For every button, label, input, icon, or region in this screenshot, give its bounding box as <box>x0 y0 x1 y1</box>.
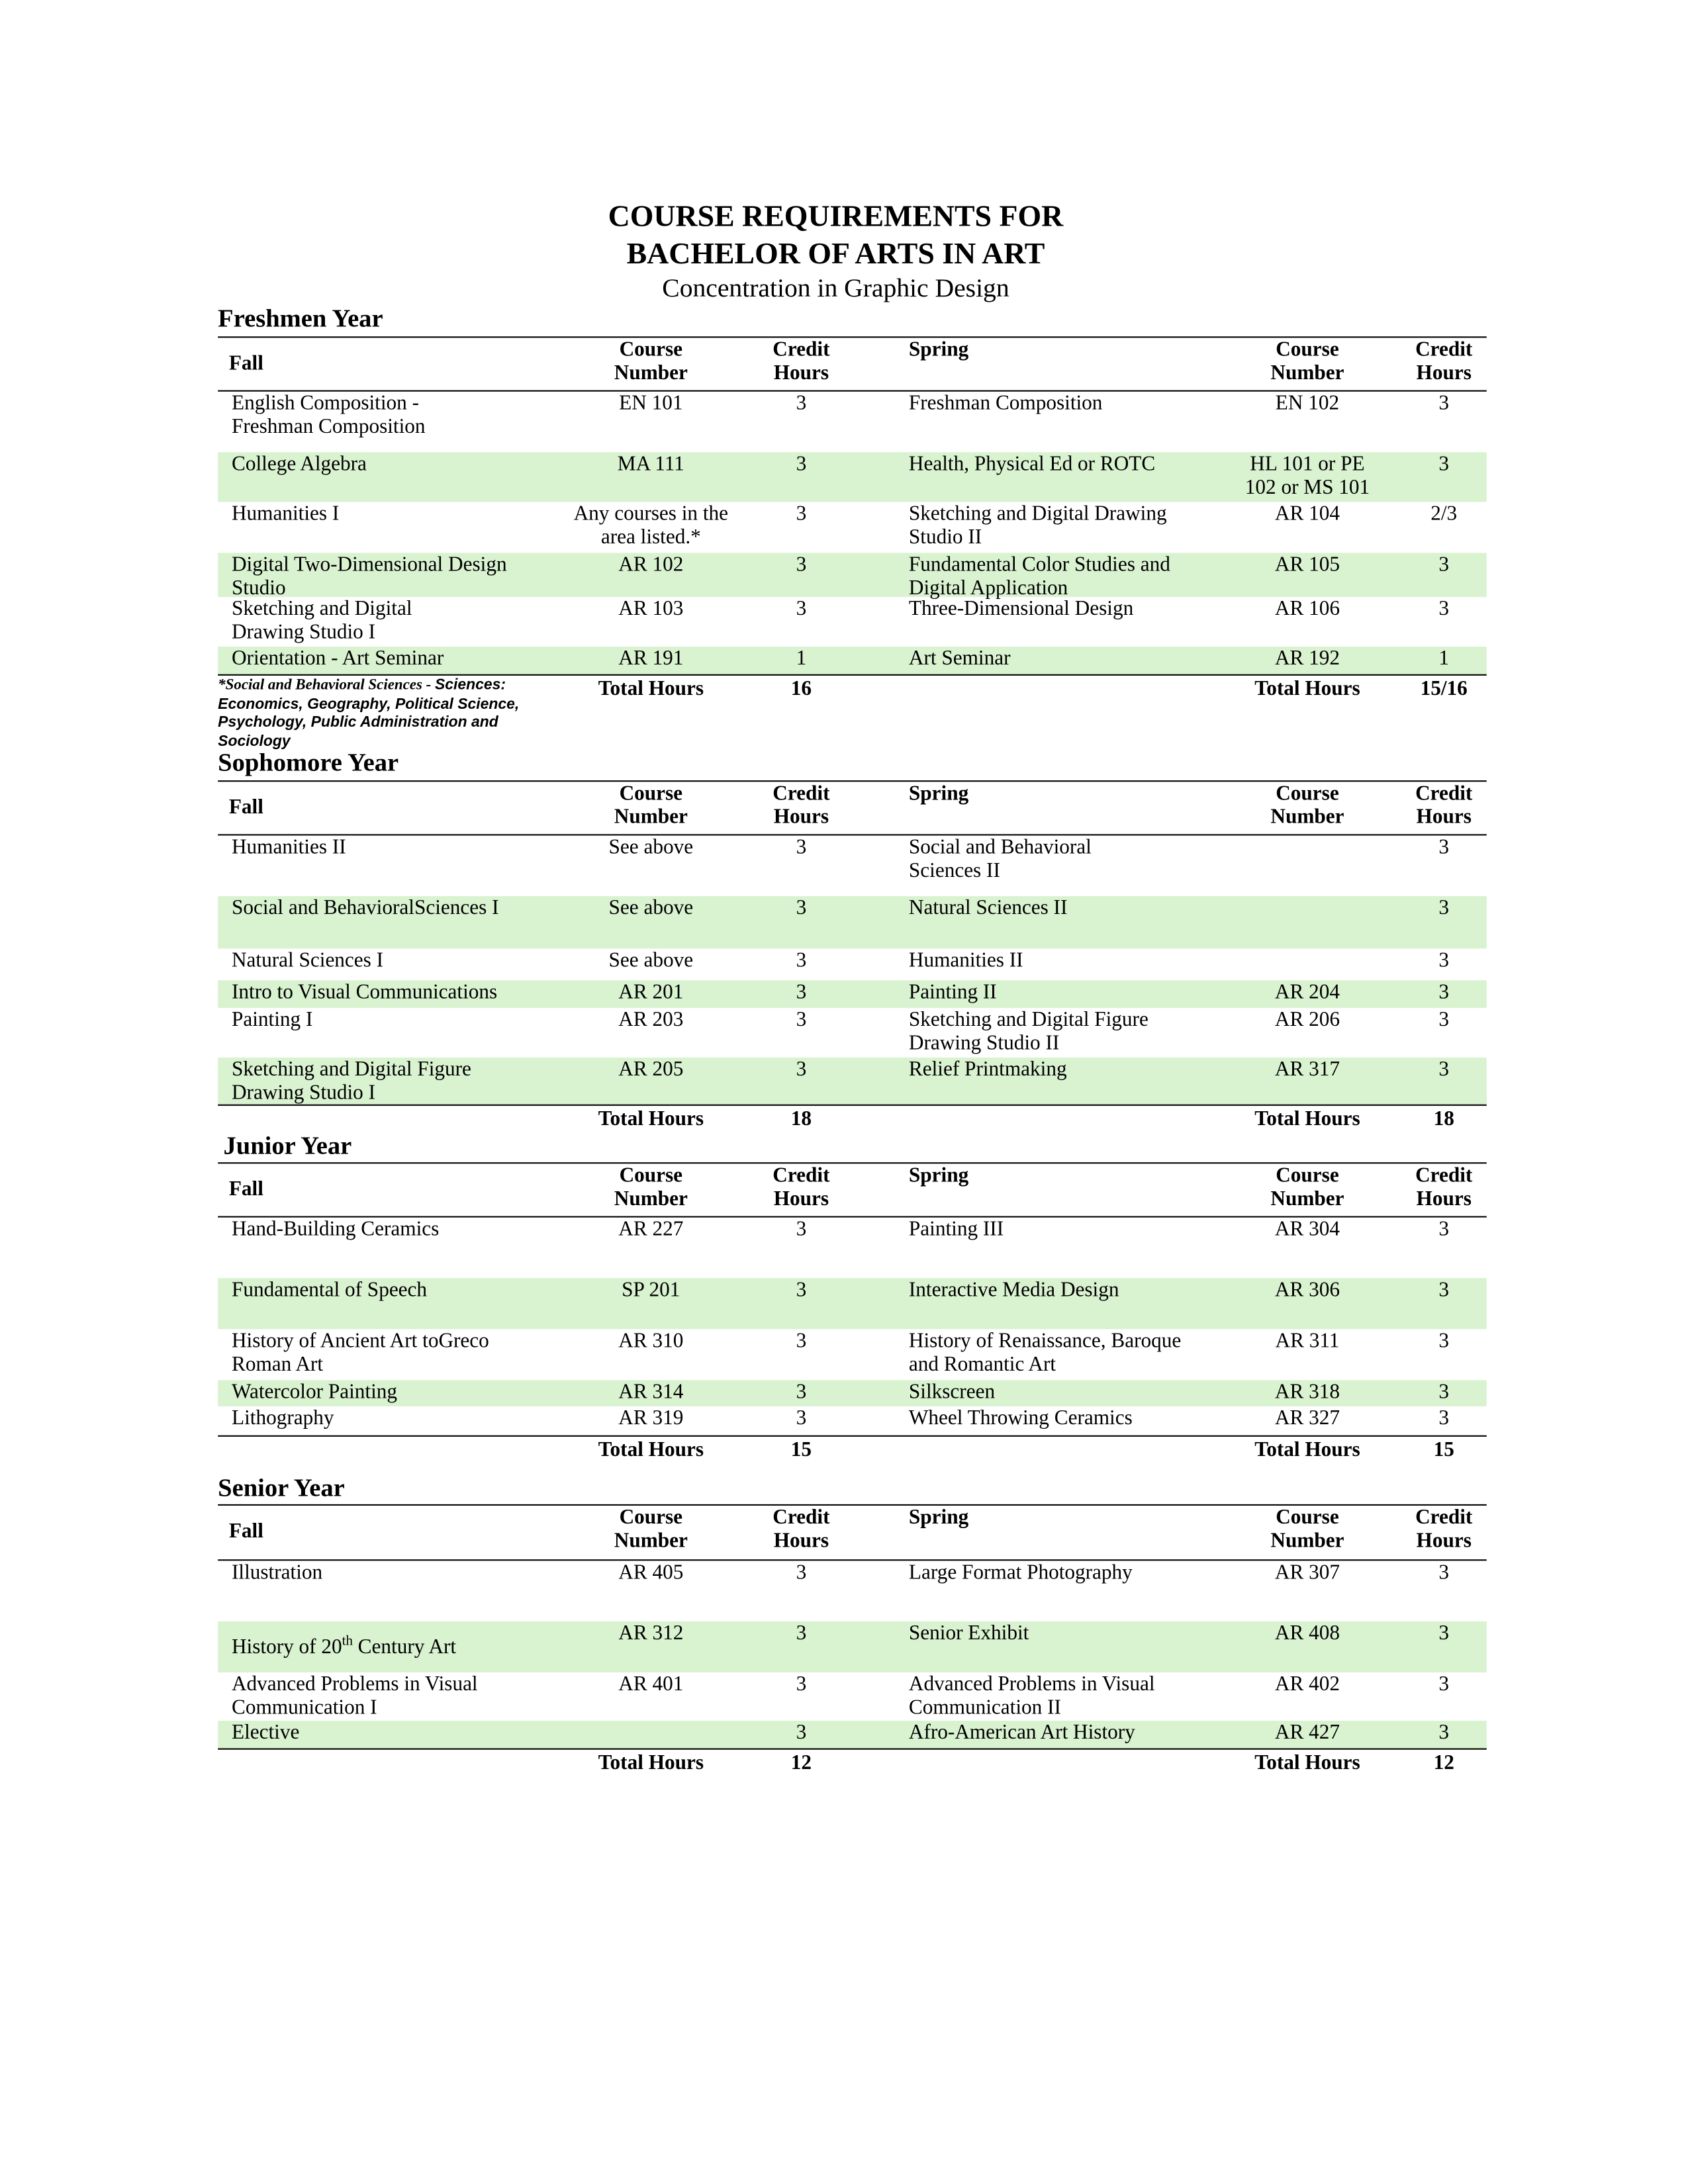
spring-course-name: Natural Sciences II <box>908 897 1068 920</box>
spring-total-value: 15 <box>1433 1439 1454 1462</box>
fall-header: Fall <box>228 797 263 819</box>
spring-course-name: Senior Exhibit <box>908 1623 1029 1645</box>
spring-course-name: Freshman Composition <box>908 392 1103 416</box>
title-line-2: BACHELOR OF ARTS IN ART <box>626 236 1045 271</box>
fall-course-name: Social and BehavioralSciences I <box>231 897 499 920</box>
fall-credit-hours: 3 <box>796 392 807 416</box>
spring-course-name: Art Seminar <box>908 648 1011 670</box>
table-row <box>218 1218 1487 1279</box>
spring-credit-hours: 3 <box>1438 1330 1450 1353</box>
spring-credit-hours: 3 <box>1438 1058 1450 1081</box>
spring-course-name: Fundamental Color Studies and Digital Application <box>908 554 1170 600</box>
title-line-1: COURSE REQUIREMENTS FOR <box>608 198 1064 234</box>
spring-course-name: Sketching and Digital Figure Drawing Studio II <box>908 1009 1149 1055</box>
table-row <box>218 1672 1487 1721</box>
spring-course-number: AR 408 <box>1274 1623 1340 1645</box>
course-number-header: Course Number <box>614 1165 688 1211</box>
fall-course-name: Watercolor Painting <box>231 1381 398 1404</box>
spring-course-number: AR 327 <box>1274 1408 1340 1430</box>
table-row <box>218 980 1487 1008</box>
fall-course-name: Sketching and Digital Drawing Studio I <box>231 598 412 644</box>
fall-total-label: Total Hours <box>598 678 704 701</box>
spring-total-value: 12 <box>1433 1752 1454 1775</box>
table-header <box>218 1162 1487 1217</box>
spring-course-number: EN 102 <box>1275 392 1340 416</box>
fall-credit-hours: 3 <box>796 1381 807 1404</box>
fall-course-name: Digital Two-Dimensional Design Studio <box>231 554 507 600</box>
spring-credit-hours: 3 <box>1438 981 1450 1004</box>
credit-hours-header: Credit Hours <box>773 783 830 829</box>
fall-course-name-part: History of 20 <box>231 1636 342 1659</box>
spring-credit-hours: 2/3 <box>1430 503 1458 525</box>
table-row <box>218 1621 1487 1672</box>
table-row <box>218 1721 1487 1750</box>
spring-header: Spring <box>908 1165 969 1187</box>
spring-course-name: Wheel Throwing Ceramics <box>908 1408 1133 1430</box>
fall-credit-hours: 3 <box>796 837 807 859</box>
spring-credit-hours: 3 <box>1438 1722 1450 1745</box>
fall-course-name: Illustration <box>231 1562 323 1584</box>
spring-course-number: AR 402 <box>1274 1674 1340 1696</box>
fall-credit-hours: 3 <box>796 1279 807 1302</box>
spring-course-number: AR 204 <box>1274 981 1340 1004</box>
spring-course-name: Social and Behavioral Sciences II <box>908 837 1092 883</box>
fall-header: Fall <box>228 1520 263 1543</box>
spring-course-number: AR 317 <box>1274 1058 1340 1081</box>
table-row <box>218 1058 1487 1106</box>
course-number-header: Course Number <box>614 1507 688 1553</box>
fall-total-value: 12 <box>790 1752 812 1775</box>
year-table <box>218 1504 1487 1783</box>
credit-hours-header: Credit Hours <box>1415 783 1473 829</box>
spring-total-label: Total Hours <box>1254 678 1360 701</box>
spring-total-value: 18 <box>1433 1108 1454 1131</box>
table-header <box>218 336 1487 391</box>
table-header <box>218 1504 1487 1561</box>
table-row <box>218 1561 1487 1621</box>
spring-course-name: Interactive Media Design <box>908 1279 1119 1302</box>
fall-course-number: See above <box>608 897 694 920</box>
year-heading: Sophomore Year <box>218 750 399 778</box>
spring-credit-hours: 3 <box>1438 598 1450 621</box>
subtitle: Concentration in Graphic Design <box>662 274 1009 304</box>
spring-credit-hours: 3 <box>1438 1674 1450 1696</box>
spring-course-name: History of Renaissance, Baroque and Romantic Art <box>908 1330 1182 1377</box>
fall-course-number: MA 111 <box>617 453 684 476</box>
fall-course-number: AR 103 <box>618 598 684 621</box>
spring-credit-hours: 3 <box>1438 1562 1450 1584</box>
spring-credit-hours: 3 <box>1438 453 1450 476</box>
credit-hours-header: Credit Hours <box>1415 339 1473 385</box>
fall-credit-hours: 3 <box>796 1562 807 1584</box>
fall-course-name: Hand-Building Ceramics <box>231 1218 440 1241</box>
table-row <box>218 1008 1487 1058</box>
total-row <box>218 1106 1487 1135</box>
spring-header: Spring <box>908 339 969 361</box>
spring-course-number: AR 106 <box>1274 598 1340 621</box>
fall-course-name: College Algebra <box>231 453 367 476</box>
fall-credit-hours: 3 <box>796 1674 807 1696</box>
spring-course-name: Sketching and Digital Drawing Studio II <box>908 503 1167 549</box>
year-heading: Freshmen Year <box>218 306 383 334</box>
total-row <box>218 676 1487 750</box>
spring-credit-hours: 3 <box>1438 897 1450 920</box>
fall-credit-hours: 3 <box>796 897 807 920</box>
total-row <box>218 1750 1487 1783</box>
spring-course-name: Relief Printmaking <box>908 1058 1067 1081</box>
year-heading: Senior Year <box>218 1475 345 1503</box>
spring-credit-hours: 3 <box>1438 1009 1450 1032</box>
fall-total-value: 15 <box>790 1439 812 1462</box>
fall-course-name: Painting I <box>231 1009 313 1032</box>
year-table <box>218 780 1487 1134</box>
spring-credit-hours: 3 <box>1438 1381 1450 1404</box>
course-number-header: Course Number <box>614 783 688 829</box>
credit-hours-header: Credit Hours <box>773 339 830 385</box>
footnote <box>218 677 542 751</box>
fall-course-number: AR 201 <box>618 981 684 1004</box>
fall-course-number: EN 101 <box>619 392 683 416</box>
year-table <box>218 336 1487 750</box>
spring-course-name: Humanities II <box>908 950 1023 972</box>
fall-course-number: AR 405 <box>618 1562 684 1584</box>
fall-course-name: Fundamental of Speech <box>231 1279 428 1302</box>
table-row <box>218 553 1487 600</box>
spring-total-label: Total Hours <box>1254 1439 1360 1462</box>
table-row <box>218 452 1487 502</box>
fall-credit-hours: 3 <box>796 1058 807 1081</box>
spring-course-name: Advanced Problems in Visual Communication II <box>908 1674 1155 1719</box>
spring-credit-hours: 3 <box>1438 392 1450 416</box>
spring-course-number: HL 101 or PE 102 or MS 101 <box>1244 453 1370 500</box>
fall-header: Fall <box>228 353 263 375</box>
fall-course-number: AR 191 <box>618 648 684 670</box>
fall-course-number: AR 319 <box>618 1408 684 1430</box>
fall-credit-hours: 3 <box>796 981 807 1004</box>
spring-total-label: Total Hours <box>1254 1108 1360 1131</box>
fall-course-number: AR 314 <box>618 1381 684 1404</box>
table-row <box>218 647 1487 676</box>
spring-course-number: AR 307 <box>1274 1562 1340 1584</box>
fall-credit-hours: 3 <box>796 1623 807 1645</box>
spring-course-number: AR 427 <box>1274 1722 1340 1745</box>
fall-credit-hours: 3 <box>796 1330 807 1353</box>
fall-course-name: History of Ancient Art toGreco Roman Art <box>231 1330 489 1377</box>
fall-course-name: English Composition - Freshman Composition <box>231 392 426 439</box>
credit-hours-header: Credit Hours <box>1415 1507 1473 1553</box>
fall-credit-hours: 3 <box>796 950 807 972</box>
spring-course-number: AR 104 <box>1274 503 1340 525</box>
fall-course-name: Lithography <box>231 1408 334 1430</box>
spring-course-number: AR 306 <box>1274 1279 1340 1302</box>
course-number-header: Course Number <box>1270 339 1344 385</box>
course-number-header: Course Number <box>1270 1165 1344 1211</box>
footnote-text: Sciences: Economics, Geography, Political Science, Psychology, Public Administration and Sociology <box>218 676 520 750</box>
spring-course-number: AR 206 <box>1274 1009 1340 1032</box>
fall-credit-hours: 3 <box>796 1218 807 1241</box>
spring-course-number: AR 304 <box>1274 1218 1340 1241</box>
table-row <box>218 1406 1487 1437</box>
fall-course-number: See above <box>608 950 694 972</box>
fall-credit-hours: 3 <box>796 453 807 476</box>
spring-total-label: Total Hours <box>1254 1752 1360 1775</box>
table-row <box>218 1329 1487 1380</box>
spring-credit-hours: 3 <box>1438 1408 1450 1430</box>
credit-hours-header: Credit Hours <box>773 1165 830 1211</box>
fall-course-number: AR 401 <box>618 1674 684 1696</box>
fall-course-name: Orientation - Art Seminar <box>231 648 444 670</box>
superscript: th <box>342 1633 353 1649</box>
fall-course-name-part: Century Art <box>352 1636 457 1659</box>
table-row <box>218 392 1487 453</box>
table-row <box>218 597 1487 647</box>
spring-course-number: AR 318 <box>1274 1381 1340 1404</box>
fall-course-number: AR 203 <box>618 1009 684 1032</box>
spring-credit-hours: 1 <box>1438 648 1450 670</box>
year-table <box>218 1162 1487 1464</box>
spring-credit-hours: 3 <box>1438 554 1450 576</box>
credit-hours-header: Credit Hours <box>1415 1165 1473 1211</box>
spring-course-name: Afro-American Art History <box>908 1722 1135 1745</box>
spring-course-name: Three-Dimensional Design <box>908 598 1134 621</box>
table-row <box>218 1278 1487 1329</box>
fall-credit-hours: 3 <box>796 1722 807 1745</box>
spring-course-number: AR 105 <box>1274 554 1340 576</box>
fall-course-number: AR 312 <box>618 1623 684 1645</box>
spring-course-name: Painting III <box>908 1218 1004 1241</box>
table-header <box>218 780 1487 835</box>
fall-course-number: AR 102 <box>618 554 684 576</box>
course-number-header: Course Number <box>1270 1507 1344 1553</box>
fall-total-value: 16 <box>790 678 812 701</box>
table-row <box>218 948 1487 980</box>
spring-credit-hours: 3 <box>1438 1218 1450 1241</box>
table-row <box>218 835 1487 896</box>
spring-credit-hours: 3 <box>1438 837 1450 859</box>
spring-credit-hours: 3 <box>1438 950 1450 972</box>
spring-course-name: Health, Physical Ed or ROTC <box>908 453 1156 476</box>
fall-total-label: Total Hours <box>598 1108 704 1131</box>
fall-total-label: Total Hours <box>598 1752 704 1775</box>
spring-credit-hours: 3 <box>1438 1279 1450 1302</box>
footnote-label: *Social and Behavioral Sciences - <box>218 676 435 694</box>
credit-hours-header: Credit Hours <box>773 1507 830 1553</box>
course-number-header: Course Number <box>1270 783 1344 829</box>
fall-course-number: AR 310 <box>618 1330 684 1353</box>
spring-course-name: Painting II <box>908 981 997 1004</box>
fall-credit-hours: 3 <box>796 1408 807 1430</box>
fall-course-name: Intro to Visual Communications <box>231 981 498 1004</box>
table-row <box>218 1380 1487 1406</box>
spring-course-number: AR 192 <box>1274 648 1340 670</box>
fall-header: Fall <box>228 1179 263 1201</box>
spring-course-name: Silkscreen <box>908 1381 996 1404</box>
fall-course-number: Any courses in the area listed.* <box>573 503 729 549</box>
fall-credit-hours: 3 <box>796 554 807 576</box>
total-row <box>218 1437 1487 1465</box>
fall-credit-hours: 3 <box>796 1009 807 1032</box>
fall-course-number: AR 205 <box>618 1058 684 1081</box>
fall-course-name: Sketching and Digital Figure Drawing Studio I <box>231 1058 471 1105</box>
fall-course-name: Humanities II <box>231 837 346 859</box>
spring-credit-hours: 3 <box>1438 1623 1450 1645</box>
fall-credit-hours: 3 <box>796 598 807 621</box>
fall-course-name: Elective <box>231 1722 300 1745</box>
fall-course-number: AR 227 <box>618 1218 684 1241</box>
spring-header: Spring <box>908 783 969 805</box>
fall-course-name <box>232 1629 563 1660</box>
spring-course-number: AR 311 <box>1275 1330 1340 1353</box>
table-row <box>218 502 1487 553</box>
fall-course-name: Humanities I <box>231 503 340 525</box>
table-row <box>218 896 1487 948</box>
spring-header: Spring <box>908 1507 969 1529</box>
fall-course-number: See above <box>608 837 694 859</box>
fall-credit-hours: 1 <box>796 648 807 670</box>
fall-course-name: Advanced Problems in Visual Communication I <box>231 1674 478 1719</box>
year-heading: Junior Year <box>223 1133 352 1161</box>
course-number-header: Course Number <box>614 339 688 385</box>
spring-course-name: Large Format Photography <box>908 1562 1133 1584</box>
fall-total-label: Total Hours <box>598 1439 704 1462</box>
spring-total-value: 15/16 <box>1420 678 1468 701</box>
fall-course-name: Natural Sciences I <box>231 950 384 972</box>
fall-credit-hours: 3 <box>796 503 807 525</box>
fall-total-value: 18 <box>790 1108 812 1131</box>
fall-course-number: SP 201 <box>622 1279 680 1302</box>
